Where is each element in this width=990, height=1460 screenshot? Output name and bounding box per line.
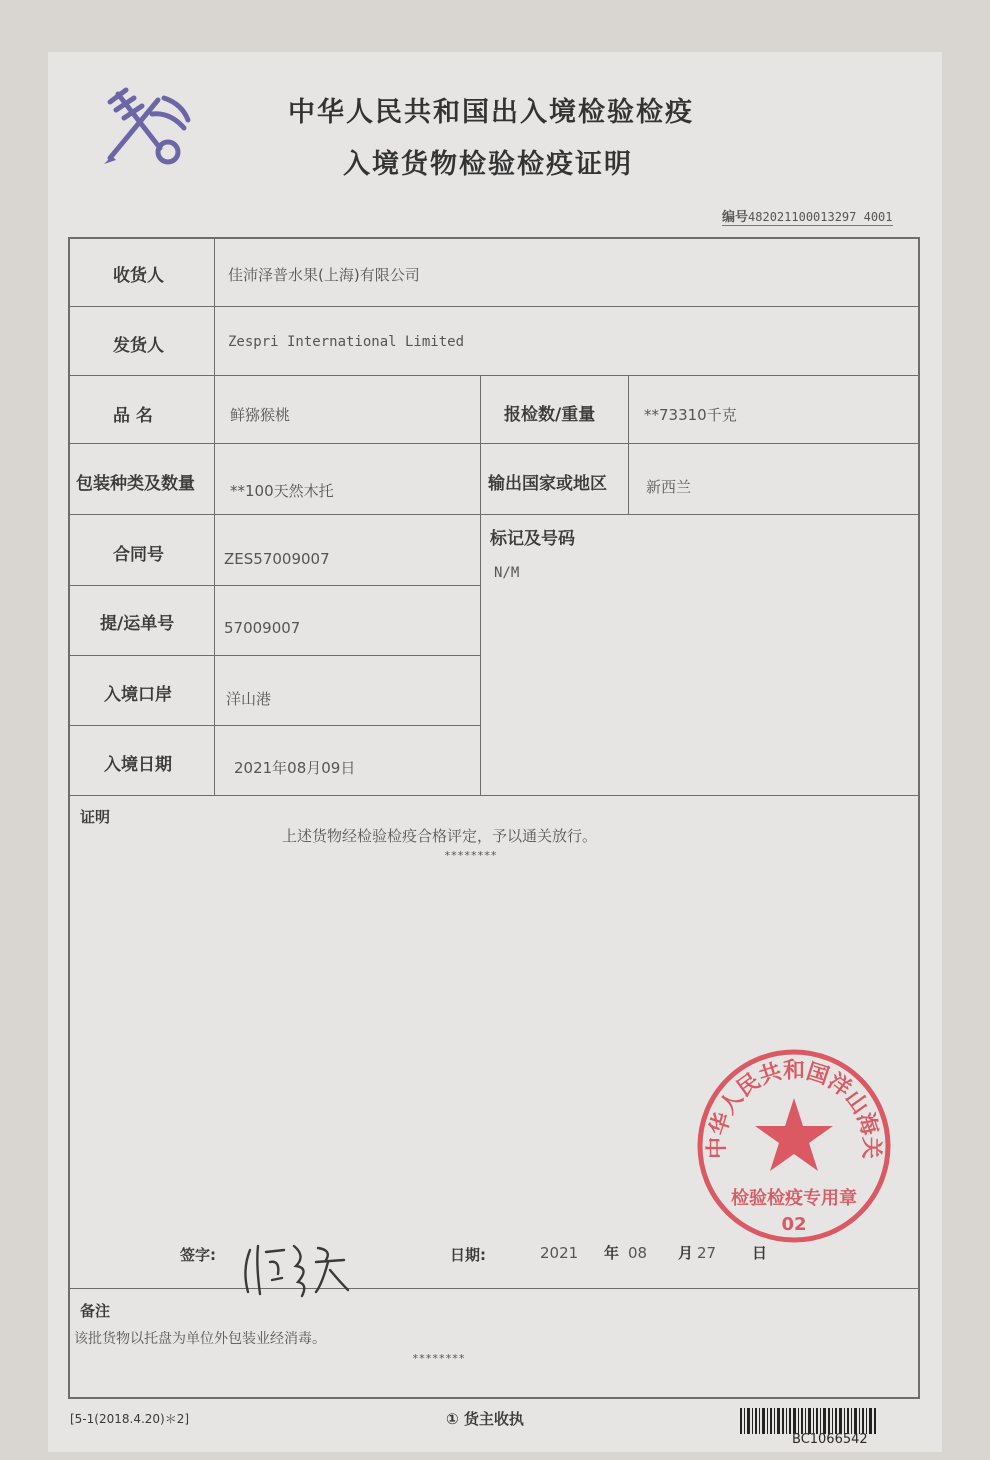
row-divider xyxy=(68,795,920,796)
signature-label: 签字: xyxy=(180,1246,216,1264)
sign-day: 27 xyxy=(697,1244,717,1262)
sign-month-unit: 月 xyxy=(678,1244,694,1262)
document-title-line1: 中华人民共和国出入境检验检疫 xyxy=(288,97,694,128)
certification-stars: ******** xyxy=(444,849,497,862)
port-label: 入境口岸 xyxy=(104,685,172,705)
serial-value: 482021100013297 4001 xyxy=(748,210,893,224)
sign-day-unit: 日 xyxy=(752,1244,768,1262)
entry-date-label: 入境日期 xyxy=(104,755,172,775)
certification-text: 上述货物经检验检疫合格评定，予以通关放行。 xyxy=(282,827,598,845)
remarks-stars: ******** xyxy=(412,1352,465,1365)
product-label: 品 名 xyxy=(113,406,153,426)
barcode xyxy=(740,1408,878,1434)
sign-month: 08 xyxy=(628,1244,648,1262)
consignor-label: 发货人 xyxy=(113,336,164,356)
remarks-label: 备注 xyxy=(80,1302,111,1320)
row-divider xyxy=(68,655,480,656)
row-divider xyxy=(68,585,480,586)
column-divider xyxy=(480,375,481,795)
entry-date-value: 2021年08月09日 xyxy=(234,759,356,777)
marks-value: N/M xyxy=(494,565,520,581)
quantity-label: 报检数/重量 xyxy=(504,405,596,425)
contract-label: 合同号 xyxy=(113,545,164,565)
consignee-label: 收货人 xyxy=(113,266,164,286)
marks-label: 标记及号码 xyxy=(490,529,575,549)
column-divider xyxy=(628,375,629,514)
row-divider xyxy=(68,375,920,376)
column-divider xyxy=(214,237,215,795)
sign-year-unit: 年 xyxy=(604,1244,620,1262)
official-seal-stamp xyxy=(694,1046,894,1246)
svg-text:检验检疫专用章: 检验检疫专用章 xyxy=(731,1188,857,1209)
bill-label: 提/运单号 xyxy=(100,614,175,634)
packaging-label: 包装种类及数量 xyxy=(76,474,195,494)
contract-value: ZES57009007 xyxy=(224,550,330,568)
customs-emblem-logo xyxy=(100,86,196,166)
origin-value: 新西兰 xyxy=(646,478,692,496)
svg-text:中华人民共和国洋山海关: 中华人民共和国洋山海关 xyxy=(704,1058,884,1159)
barcode-number: BC1066542 xyxy=(792,1432,868,1447)
row-divider xyxy=(68,443,920,444)
handwritten-signature xyxy=(236,1230,366,1300)
remarks-text: 该批货物以托盘为单位外包装业经消毒。 xyxy=(74,1331,326,1347)
serial-label: 编号 xyxy=(722,210,749,225)
row-divider xyxy=(68,306,920,307)
form-code: [5-1(2018.4.20)＊2] xyxy=(70,1412,190,1426)
quantity-value: **73310千克 xyxy=(644,406,737,424)
origin-label: 输出国家或地区 xyxy=(488,474,607,494)
port-value: 洋山港 xyxy=(226,690,272,708)
certification-label: 证明 xyxy=(80,808,111,826)
sign-date-label: 日期: xyxy=(450,1246,486,1264)
document-title-line2: 入境货物检验检疫证明 xyxy=(343,149,633,180)
row-divider xyxy=(68,725,480,726)
bill-value: 57009007 xyxy=(224,619,301,637)
svg-text:02: 02 xyxy=(781,1214,807,1235)
copy-note: ① 货主收执 xyxy=(446,1410,524,1428)
packaging-value: **100天然木托 xyxy=(230,482,334,500)
product-value: 鲜猕猴桃 xyxy=(230,406,291,424)
row-divider xyxy=(68,514,920,515)
consignee-value: 佳沛泽普水果(上海)有限公司 xyxy=(228,266,420,284)
row-divider xyxy=(68,1288,920,1289)
sign-year: 2021 xyxy=(540,1244,579,1262)
consignor-value: Zespri International Limited xyxy=(228,334,465,350)
serial-number xyxy=(722,206,893,226)
